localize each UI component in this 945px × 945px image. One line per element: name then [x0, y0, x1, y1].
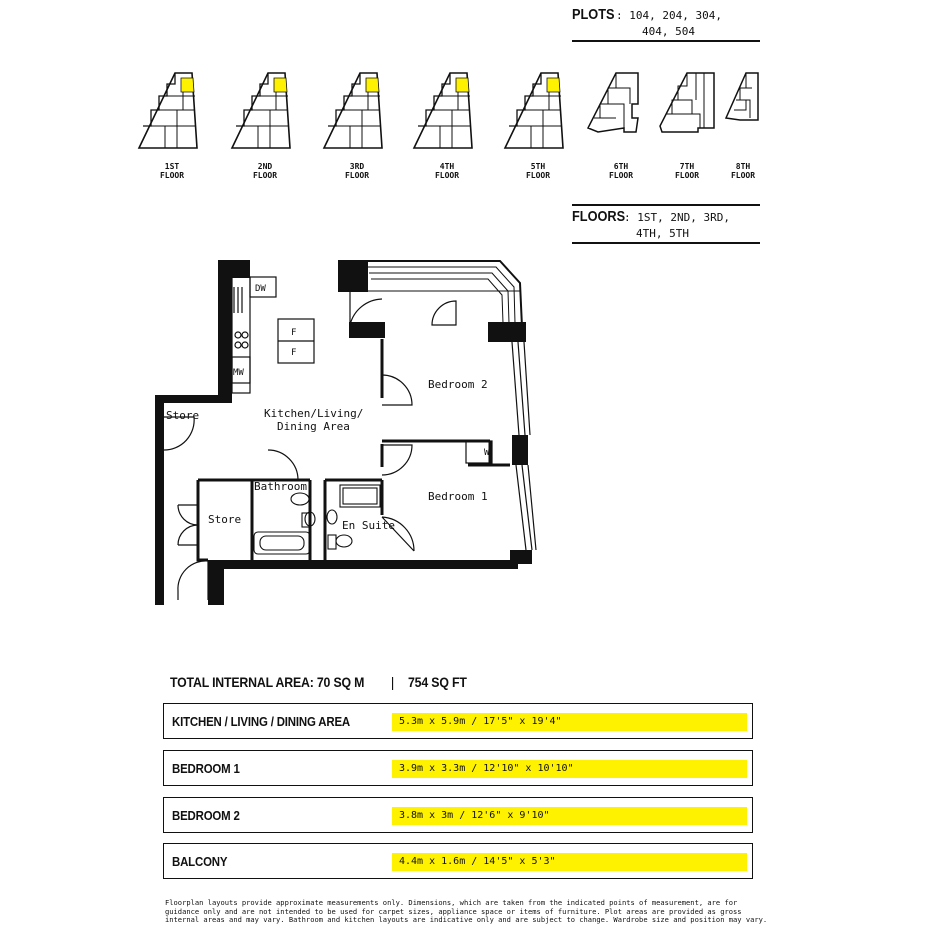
room-name: BEDROOM 1	[172, 761, 240, 776]
floor-plate-2	[230, 70, 300, 182]
label-kitchen-1: Kitchen/Living/	[264, 407, 364, 420]
room-row-bedroom-2	[163, 797, 753, 833]
room-name: BALCONY	[172, 854, 228, 869]
floor-plate-1	[137, 70, 207, 182]
floors-info	[572, 204, 760, 244]
floor-plate-8	[708, 70, 778, 182]
label-mw: MW	[233, 368, 244, 378]
floor-plate-4-line1: 4TH	[439, 162, 455, 171]
floor-plate-6	[586, 70, 656, 182]
label-store: Store	[208, 513, 242, 526]
floors-rule-bottom	[572, 242, 760, 244]
floor-plan	[150, 255, 550, 615]
floor-plate-8-line2: FLOOR	[730, 171, 756, 180]
floor-plate-5-line1: 5TH	[530, 162, 546, 171]
floors-line2: 4TH, 5TH	[636, 227, 689, 240]
room-name: KITCHEN / LIVING / DINING AREA	[172, 714, 350, 729]
floor-plate-5-line2: FLOOR	[525, 171, 551, 180]
floors-line1: : 1ST, 2ND, 3RD,	[624, 211, 730, 224]
floor-plate-7-line1: 7TH	[679, 162, 695, 171]
room-dims: 3.8m x 3m / 12'6" x 9'10"	[392, 807, 747, 825]
label-wardrobe: W	[484, 448, 490, 458]
room-row-kitchen	[163, 703, 753, 739]
kitchen-units	[232, 277, 492, 463]
floor-plate-2-line1: 2ND	[257, 162, 273, 171]
floor-plate-5	[503, 70, 573, 182]
label-dw: DW	[255, 284, 266, 294]
plots-label: PLOTS	[572, 6, 615, 23]
total-area-sep: |	[390, 674, 395, 690]
room-dims: 5.3m x 5.9m / 17'5" x 19'4"	[392, 713, 747, 731]
room-dims: 3.9m x 3.3m / 12'10" x 10'10"	[392, 760, 747, 778]
label-kitchen-2: Dining Area	[277, 420, 350, 433]
floor-plate-4-line2: FLOOR	[434, 171, 460, 180]
room-row-balcony	[163, 843, 753, 879]
label-store-top: Store	[166, 409, 200, 422]
floor-plate-2-line2: FLOOR	[252, 171, 278, 180]
label-bedroom-1: Bedroom 1	[428, 490, 488, 503]
floor-plate-8-line1: 8TH	[735, 162, 751, 171]
label-fridge-1: F	[291, 328, 297, 338]
floor-plate-3-line1: 3RD	[349, 162, 365, 171]
total-area-sqft: 754 SQ FT	[408, 674, 467, 690]
floor-plate-4	[412, 70, 482, 182]
room-row-bedroom-1	[163, 750, 753, 786]
plots-line1: : 104, 204, 304,	[616, 9, 722, 22]
plots-info	[572, 6, 760, 42]
floor-plate-3-line2: FLOOR	[344, 171, 370, 180]
floors-label: FLOORS	[572, 208, 626, 225]
plots-rule	[572, 40, 760, 42]
total-area	[170, 674, 475, 690]
total-area-label: TOTAL INTERNAL AREA: 70 SQ M	[170, 674, 365, 690]
floor-plate-6-line1: 6TH	[613, 162, 629, 171]
label-ensuite: En Suite	[342, 519, 395, 532]
floor-plate-1-line1: 1ST	[164, 162, 180, 171]
plots-line2: 404, 504	[642, 25, 695, 38]
room-name: BEDROOM 2	[172, 808, 240, 823]
label-bathroom: Bathroom	[254, 480, 307, 493]
floor-plate-7-line2: FLOOR	[674, 171, 700, 180]
floors-rule-top	[572, 204, 760, 206]
disclaimer: Floorplan layouts provide approximate measurements only. Dimensions, which are taken from the indicated points of measurement, are for guidance only and are not intended to be used for carpet sizes, appliance space or items of furniture. Plot areas are provided as gross internal areas and may vary. Bathroom and kitchen layouts are indicative only and are subject to change. Wardrobe size and position may vary.	[165, 898, 768, 925]
balcony	[360, 261, 522, 327]
room-dims: 4.4m x 1.6m / 14'5" x 5'3"	[392, 853, 747, 871]
label-bedroom-2: Bedroom 2	[428, 378, 488, 391]
floor-plate-6-line2: FLOOR	[608, 171, 634, 180]
label-fridge-2: F	[291, 348, 297, 358]
floor-plate-3	[322, 70, 392, 182]
floor-plate-1-line2: FLOOR	[159, 171, 185, 180]
